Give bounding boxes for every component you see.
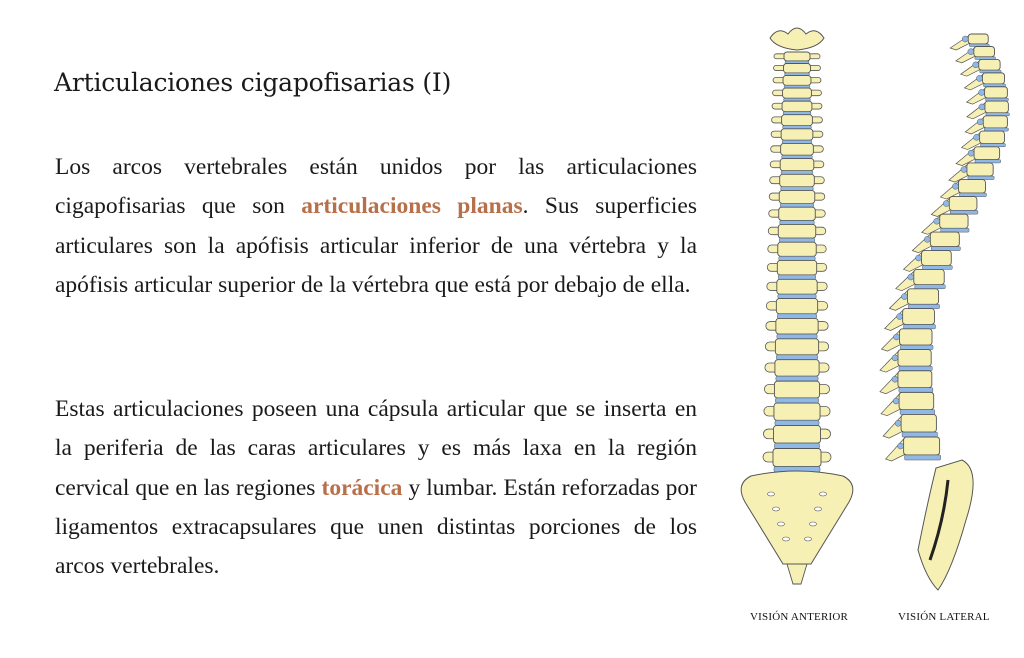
vertebral-body-lateral <box>930 232 959 247</box>
intervertebral-foramen <box>901 294 907 300</box>
sacral-foramen <box>783 537 790 541</box>
intervertebral-foramen <box>962 36 968 42</box>
intervertebral-disc <box>776 376 818 381</box>
vertebral-body <box>783 76 811 86</box>
intervertebral-disc-lateral <box>902 432 937 437</box>
intervertebral-foramen <box>979 104 985 110</box>
vertebral-body <box>774 381 819 398</box>
intervertebral-disc <box>783 126 812 129</box>
intervertebral-disc <box>781 187 814 191</box>
vertebral-body <box>779 207 816 220</box>
intervertebral-foramen <box>976 75 982 81</box>
intervertebral-disc <box>782 155 813 158</box>
spinous-process <box>889 291 909 311</box>
vertebral-body-lateral <box>983 116 1007 128</box>
intervertebral-foramen <box>952 183 958 189</box>
vertebral-body-lateral <box>901 414 936 432</box>
vertebral-body-lateral <box>904 437 940 455</box>
spine-illustration <box>730 18 1024 658</box>
intervertebral-disc-lateral <box>981 144 1006 147</box>
intervertebral-foramen <box>895 420 901 426</box>
paragraph-2-text-a: Estas articulaciones poseen una cápsula articular que se inserta en la periferia de las caras articulares y es más laxa en la región cervical que en las regiones <box>55 396 697 501</box>
vertebral-body-lateral <box>903 309 935 325</box>
vertebral-body-lateral <box>940 214 968 228</box>
atlas-vertebra <box>770 28 824 50</box>
vertebral-body <box>774 403 820 420</box>
intervertebral-disc <box>776 355 817 360</box>
vertebral-body <box>782 101 812 112</box>
vertebral-body-lateral <box>898 371 932 388</box>
intervertebral-disc <box>779 256 815 260</box>
sacral-foramen <box>778 522 785 526</box>
intervertebral-disc <box>780 203 814 207</box>
sacrum-lateral <box>918 460 973 590</box>
intervertebral-disc-lateral <box>899 388 933 393</box>
intervertebral-foramen <box>973 62 979 68</box>
sacrum <box>741 471 853 564</box>
vertebral-body <box>778 224 815 238</box>
spinous-process <box>886 439 906 461</box>
vertebral-body <box>782 115 813 126</box>
vertebral-body-lateral <box>907 289 938 305</box>
intervertebral-disc-lateral <box>908 304 939 308</box>
vertebral-body <box>777 260 816 274</box>
vertebral-body-lateral <box>899 392 934 409</box>
vertebral-body-lateral <box>949 197 977 211</box>
intervertebral-foramen <box>898 443 904 449</box>
vertebral-body-lateral <box>899 329 932 345</box>
spine-figure-svg <box>730 18 1024 618</box>
spinous-process <box>880 352 900 373</box>
intervertebral-disc-lateral <box>915 285 945 289</box>
intervertebral-disc <box>775 420 819 425</box>
paragraph-1-text-b: . Sus superficies articulares son la apófisis articular inferior de una vértebra y la apófisis articular superior de la vértebra que está por debajo de ella. <box>55 193 698 298</box>
caption-anterior: VISIÓN ANTERIOR <box>750 611 849 623</box>
intervertebral-disc-lateral <box>923 265 953 269</box>
caption-lateral: VISIÓN LATERAL <box>898 611 990 623</box>
vertebral-body <box>783 88 812 98</box>
intervertebral-foramen <box>916 255 922 261</box>
intervertebral-disc-lateral <box>986 113 1009 116</box>
intervertebral-disc-lateral <box>984 128 1008 131</box>
vertebral-body <box>779 190 815 203</box>
vertebral-body <box>778 242 816 256</box>
sacral-foramen <box>810 522 817 526</box>
intervertebral-foramen <box>979 89 985 95</box>
intervertebral-disc-lateral <box>959 193 986 197</box>
vertebral-body <box>777 279 817 294</box>
intervertebral-disc <box>778 275 815 279</box>
intervertebral-foramen <box>893 398 899 404</box>
spinous-process <box>880 373 900 394</box>
spine-anterior-view <box>741 28 853 584</box>
intervertebral-disc-lateral <box>900 345 933 349</box>
vertebral-body-lateral <box>967 163 993 176</box>
spinous-process <box>881 394 901 415</box>
intervertebral-foramen <box>943 201 949 207</box>
vertebral-body-lateral <box>974 47 995 57</box>
vertebral-body-lateral <box>980 131 1005 143</box>
intervertebral-foramen <box>934 218 940 224</box>
vertebral-body-lateral <box>982 73 1004 84</box>
spinous-process <box>896 271 916 290</box>
vertebral-body <box>784 52 810 61</box>
intervertebral-disc-lateral <box>904 325 936 329</box>
vertebral-body <box>780 174 815 187</box>
vertebral-body-lateral <box>958 180 985 193</box>
intervertebral-disc <box>783 112 811 115</box>
vertebral-body <box>784 64 811 73</box>
vertebral-body-lateral <box>914 269 944 284</box>
intervertebral-disc-lateral <box>941 228 969 232</box>
intervertebral-foramen <box>974 134 980 140</box>
intervertebral-disc-lateral <box>968 176 994 179</box>
spine-lateral-view <box>880 34 1009 590</box>
intervertebral-foramen <box>968 49 974 55</box>
intervertebral-disc-lateral <box>900 410 935 415</box>
intervertebral-foramen <box>897 314 903 320</box>
intervertebral-disc <box>778 294 816 298</box>
vertebral-body-lateral <box>979 59 1000 70</box>
vertebral-body-lateral <box>922 251 952 266</box>
vertebral-body <box>781 129 813 140</box>
coccyx <box>787 564 807 584</box>
intervertebral-disc <box>782 140 812 143</box>
vertebral-body-lateral <box>985 101 1008 113</box>
intervertebral-disc-lateral <box>899 366 932 371</box>
spinous-process <box>885 311 905 331</box>
page-title: Articulaciones cigapofisarias (I) <box>54 68 452 97</box>
sacral-foramen <box>773 507 780 511</box>
vertebral-body <box>780 159 814 171</box>
vertebral-body <box>775 360 819 376</box>
intervertebral-foramen <box>892 355 898 361</box>
vertebral-body-lateral <box>968 34 988 44</box>
paragraph-2-text-b: y lumbar. Están reforzadas por ligamentos extracapsulares que unen distintas porciones de los arcos vertebrales. <box>55 474 697 580</box>
vertebral-body <box>781 143 814 155</box>
intervertebral-foramen <box>968 150 974 156</box>
intervertebral-foramen <box>893 334 899 340</box>
vertebral-body <box>773 426 820 444</box>
intervertebral-disc <box>775 398 818 403</box>
vertebral-body <box>776 318 818 334</box>
intervertebral-foramen <box>977 119 983 125</box>
intervertebral-disc <box>779 238 814 242</box>
intervertebral-disc <box>777 334 817 339</box>
intervertebral-foramen <box>908 274 914 280</box>
intervertebral-disc-lateral <box>975 160 1001 163</box>
paragraph-1-text-a: Los arcos vertebrales están unidos por las articulaciones cigapofisarias que son <box>55 154 697 220</box>
sacral-foramen <box>768 492 775 496</box>
spinous-process <box>904 253 924 272</box>
intervertebral-disc-lateral <box>950 210 978 214</box>
vertebral-body-lateral <box>898 350 931 367</box>
intervertebral-foramen <box>961 167 967 173</box>
highlight-articulaciones-planas[interactable]: articulaciones planas <box>301 193 523 220</box>
paragraph-2 <box>55 390 697 586</box>
intervertebral-disc-lateral <box>931 247 960 251</box>
highlight-toracica[interactable]: torácica <box>321 474 403 501</box>
vertebral-body <box>773 449 821 467</box>
intervertebral-foramen <box>924 236 930 242</box>
intervertebral-disc <box>780 221 815 225</box>
vertebral-body <box>775 339 818 355</box>
intervertebral-foramen <box>892 376 898 382</box>
paragraph-1 <box>55 148 697 305</box>
intervertebral-disc <box>781 171 813 175</box>
intervertebral-disc <box>777 314 816 319</box>
sacral-foramen <box>820 492 827 496</box>
intervertebral-disc <box>774 443 819 448</box>
sacral-foramen <box>815 507 822 511</box>
sacral-foramen <box>805 537 812 541</box>
spinous-process <box>881 331 901 351</box>
spinous-process <box>883 416 903 438</box>
vertebral-body <box>776 299 817 314</box>
intervertebral-disc-lateral <box>905 455 941 460</box>
vertebral-body-lateral <box>974 147 1000 160</box>
vertebral-body-lateral <box>985 87 1008 98</box>
